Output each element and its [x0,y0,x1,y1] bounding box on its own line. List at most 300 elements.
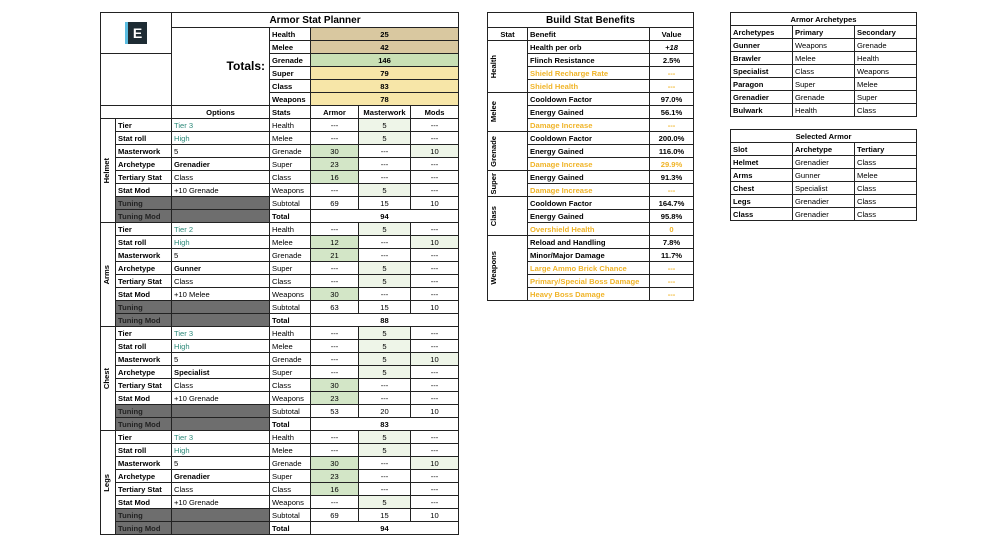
mods-value: --- [411,132,459,145]
archetype-stat: Melee [793,52,855,65]
subtotal-value: 15 [359,301,411,314]
mods-value: --- [411,496,459,509]
masterwork-value: --- [359,249,411,262]
armor-value: 16 [311,171,359,184]
armor-row [101,301,459,314]
total-label: Total [270,314,311,327]
row-label: Stat Mod [116,496,172,509]
row-label: Stat Mod [116,392,172,405]
row-label: Archetype [116,366,172,379]
option-tier[interactable]: Tier 3 [172,327,270,340]
option-masterwork[interactable]: 5 [172,145,270,158]
benefit-name: Primary/Special Boss Damage [528,275,650,288]
stat-name: Melee [270,236,311,249]
benefits-header-value: Value [650,28,694,41]
armor-value: --- [311,275,359,288]
tuning-mod-option[interactable] [172,418,270,431]
selected-value: Gunner [793,169,855,182]
armor-row [101,132,459,145]
benefit-value: --- [650,275,694,288]
armor-row [101,327,459,340]
benefit-name: Minor/Major Damage [528,249,650,262]
piece-total-value: 88 [311,314,459,327]
totals-stat-label: Melee [270,41,311,54]
armor-value: --- [311,327,359,340]
benefit-stat-name: Melee [489,101,498,123]
option-archetype[interactable]: Grenadier [172,158,270,171]
selected-value: Grenadier [793,208,855,221]
benefit-name: Damage Increase [528,184,650,197]
benefit-value: --- [650,80,694,93]
armor-row [101,431,459,444]
mods-value: --- [411,275,459,288]
row-label: Tuning Mod [116,418,172,431]
selected-slot: Arms [731,169,793,182]
mods-value: --- [411,288,459,301]
row-label: Tier [116,327,172,340]
armor-value: --- [311,119,359,132]
option-roll[interactable]: High [172,340,270,353]
armor-value: 23 [311,470,359,483]
armor-row [101,379,459,392]
armor-row [101,249,459,262]
row-label: Tier [116,119,172,132]
option-tertiary[interactable]: Class [172,483,270,496]
armor-value: 23 [311,392,359,405]
armor-piece-name: Arms [102,264,111,285]
totals-stat-value: 78 [311,93,459,106]
row-label: Tertiary Stat [116,379,172,392]
selected-slot: Legs [731,195,793,208]
piece-total-value: 94 [311,522,459,535]
tuning-option[interactable] [172,405,270,418]
masterwork-value: 5 [359,444,411,457]
armor-value: --- [311,132,359,145]
mods-value: 10 [411,353,459,366]
selected-header: Tertiary [855,143,917,156]
stat-name: Super [270,470,311,483]
row-label: Stat roll [116,444,172,457]
armor-piece-label [101,327,116,431]
masterwork-value: --- [359,158,411,171]
row-label: Tuning [116,405,172,418]
armor-row [101,262,459,275]
row-label: Archetype [116,262,172,275]
subtotal-value: 15 [359,197,411,210]
row-label: Tuning Mod [116,522,172,535]
tuning-option[interactable] [172,301,270,314]
stat-name: Class [270,379,311,392]
masterwork-value: 5 [359,327,411,340]
armor-row [101,509,459,522]
armor-value: --- [311,353,359,366]
benefit-value: --- [650,184,694,197]
armor-row [101,197,459,210]
benefit-value: --- [650,288,694,301]
mods-value: --- [411,444,459,457]
tuning-option[interactable] [172,197,270,210]
masterwork-value: 5 [359,223,411,236]
selected-header: Slot [731,143,793,156]
masterwork-value: --- [359,392,411,405]
archetype-name: Bulwark [731,104,793,117]
totals-stat-value: 83 [311,80,459,93]
totals-stat-value: 25 [311,28,459,41]
subtotal-label: Subtotal [270,197,311,210]
archetype-stat: Super [855,91,917,104]
masterwork-value: --- [359,171,411,184]
mods-value: --- [411,171,459,184]
benefits-header-stat: Stat [488,28,528,41]
header-masterwork: Masterwork [359,106,411,119]
subtotal-value: 15 [359,509,411,522]
mods-value: --- [411,249,459,262]
benefit-stat-group [488,41,528,93]
armor-row [101,392,459,405]
option-roll[interactable]: High [172,444,270,457]
armor-value: --- [311,444,359,457]
armor-row [101,275,459,288]
stat-name: Class [270,275,311,288]
selected-header: Archetype [793,143,855,156]
totals-stat-label: Grenade [270,54,311,67]
armor-value: --- [311,340,359,353]
benefits-title: Build Stat Benefits [488,13,694,28]
benefit-value: --- [650,262,694,275]
mods-value: --- [411,379,459,392]
header-stats: Stats [270,106,311,119]
subtotal-value: 20 [359,405,411,418]
masterwork-value: 5 [359,132,411,145]
archetype-stat: Grenade [855,39,917,52]
masterwork-value: 5 [359,119,411,132]
stat-name: Melee [270,340,311,353]
archetype-name: Paragon [731,78,793,91]
totals-stat-label: Super [270,67,311,80]
tuning-mod-option[interactable] [172,314,270,327]
option-tier[interactable]: Tier 3 [172,431,270,444]
row-label: Stat roll [116,236,172,249]
armor-piece-label [101,431,116,535]
armor-value: --- [311,431,359,444]
selected-value: Grenadier [793,156,855,169]
row-label: Tertiary Stat [116,171,172,184]
archetype-name: Gunner [731,39,793,52]
masterwork-value: 5 [359,496,411,509]
benefit-stat-name: Health [489,54,498,79]
armor-row [101,418,459,431]
total-label: Total [270,522,311,535]
armor-row [101,314,459,327]
tuning-mod-option[interactable] [172,210,270,223]
subtotal-value: 69 [311,197,359,210]
mods-value: 10 [411,145,459,158]
stat-name: Weapons [270,392,311,405]
subtotal-value: 69 [311,509,359,522]
row-label: Stat roll [116,340,172,353]
row-label: Tier [116,431,172,444]
stat-name: Melee [270,444,311,457]
selected-value: Class [855,182,917,195]
stat-name: Grenade [270,145,311,158]
option-tertiary[interactable]: Class [172,379,270,392]
armor-archetypes [730,12,917,117]
armor-value: --- [311,496,359,509]
stat-name: Weapons [270,184,311,197]
archetype-name: Grenadier [731,91,793,104]
row-label: Tuning [116,301,172,314]
option-tier[interactable]: Tier 3 [172,119,270,132]
benefit-stat-name: Grenade [489,135,498,167]
armor-piece-name: Legs [102,473,111,492]
selected-value: Specialist [793,182,855,195]
option-mod[interactable]: +10 Grenade [172,392,270,405]
archetype-stat: Health [793,104,855,117]
armor-row [101,210,459,223]
benefit-name: Shield Health [528,80,650,93]
benefit-name: Large Ammo Brick Chance [528,262,650,275]
row-label: Archetype [116,470,172,483]
benefit-value: --- [650,119,694,132]
mods-value: --- [411,223,459,236]
armor-row [101,457,459,470]
selected-value: Class [855,208,917,221]
armor-value: --- [311,184,359,197]
selected-slot: Helmet [731,156,793,169]
archetype-name: Specialist [731,65,793,78]
piece-total-value: 83 [311,418,459,431]
armor-row [101,470,459,483]
stat-name: Weapons [270,288,311,301]
armor-value: --- [311,366,359,379]
stat-name: Class [270,483,311,496]
armor-piece-name: Chest [102,367,111,390]
option-roll[interactable]: High [172,132,270,145]
archetype-name: Brawler [731,52,793,65]
logo-icon: E [125,22,147,44]
armor-row [101,158,459,171]
benefit-stat-group [488,93,528,132]
benefit-stat-name: Weapons [489,251,498,285]
stat-name: Super [270,158,311,171]
option-tertiary[interactable]: Class [172,171,270,184]
row-label: Stat Mod [116,184,172,197]
option-masterwork[interactable]: 5 [172,249,270,262]
option-masterwork[interactable]: 5 [172,353,270,366]
benefit-value: 95.8% [650,210,694,223]
armor-row [101,171,459,184]
option-tertiary[interactable]: Class [172,275,270,288]
stat-name: Health [270,431,311,444]
benefit-name: Energy Gained [528,106,650,119]
subtotal-label: Subtotal [270,405,311,418]
totals-stat-label: Weapons [270,93,311,106]
row-label: Masterwork [116,249,172,262]
masterwork-value: --- [359,145,411,158]
armor-value: --- [311,223,359,236]
stat-name: Grenade [270,353,311,366]
option-archetype[interactable]: Grenadier [172,470,270,483]
benefit-name: Energy Gained [528,210,650,223]
subtotal-label: Subtotal [270,509,311,522]
mods-value: --- [411,158,459,171]
selected-slot: Chest [731,182,793,195]
option-mod[interactable]: +10 Grenade [172,496,270,509]
armor-stat-planner [100,12,459,535]
stat-name: Weapons [270,496,311,509]
archetypes-header: Archetypes [731,26,793,39]
stat-name: Health [270,327,311,340]
armor-piece-label [101,119,116,223]
benefit-stat-group [488,197,528,236]
option-mod[interactable]: +10 Melee [172,288,270,301]
benefits-header-benefit: Benefit [528,28,650,41]
row-label: Tuning Mod [116,314,172,327]
armor-value: --- [311,262,359,275]
benefit-value: 97.0% [650,93,694,106]
build-stat-benefits [487,12,694,301]
row-label: Tertiary Stat [116,275,172,288]
selected-value: Grenadier [793,195,855,208]
subtotal-value: 10 [411,301,459,314]
armor-value: 21 [311,249,359,262]
planner-title: Armor Stat Planner [172,13,459,28]
armor-row [101,353,459,366]
masterwork-value: 5 [359,262,411,275]
benefit-value: 7.8% [650,236,694,249]
benefit-name: Damage Increase [528,119,650,132]
masterwork-value: 5 [359,366,411,379]
masterwork-value: 5 [359,431,411,444]
masterwork-value: --- [359,483,411,496]
benefit-value: 116.0% [650,145,694,158]
header-mods: Mods [411,106,459,119]
mods-value: --- [411,431,459,444]
archetypes-header: Secondary [855,26,917,39]
armor-row [101,405,459,418]
masterwork-value: --- [359,288,411,301]
stat-name: Super [270,262,311,275]
totals-stat-value: 42 [311,41,459,54]
totals-label: Totals: [172,28,270,106]
option-roll[interactable]: High [172,236,270,249]
benefit-name: Cooldown Factor [528,93,650,106]
option-mod[interactable]: +10 Grenade [172,184,270,197]
mods-value: --- [411,184,459,197]
piece-total-value: 94 [311,210,459,223]
option-masterwork[interactable]: 5 [172,457,270,470]
benefit-value: 91.3% [650,171,694,184]
subtotal-label: Subtotal [270,301,311,314]
archetype-stat: Class [855,104,917,117]
totals-stat-label: Health [270,28,311,41]
total-label: Total [270,418,311,431]
benefit-name: Cooldown Factor [528,132,650,145]
subtotal-value: 10 [411,509,459,522]
armor-row [101,496,459,509]
armor-value: 30 [311,457,359,470]
header-armor: Armor [311,106,359,119]
armor-row [101,522,459,535]
mods-value: --- [411,327,459,340]
masterwork-value: 5 [359,340,411,353]
armor-value: 23 [311,158,359,171]
logo-cell [101,13,172,54]
selected-armor-title: Selected Armor [731,130,917,143]
armor-value: 30 [311,145,359,158]
armor-row [101,444,459,457]
benefit-name: Heavy Boss Damage [528,288,650,301]
mods-value: --- [411,470,459,483]
row-label: Archetype [116,158,172,171]
totals-stat-value: 79 [311,67,459,80]
option-archetype[interactable]: Gunner [172,262,270,275]
selected-value: Melee [855,169,917,182]
selected-value: Class [855,156,917,169]
option-tier[interactable]: Tier 2 [172,223,270,236]
subtotal-value: 10 [411,405,459,418]
selected-value: Class [855,195,917,208]
benefit-stat-name: Class [489,205,498,227]
armor-row [101,340,459,353]
armor-row [101,366,459,379]
masterwork-value: 5 [359,184,411,197]
stat-name: Health [270,223,311,236]
benefit-value: +18 [650,41,694,54]
option-archetype[interactable]: Specialist [172,366,270,379]
archetype-stat: Health [855,52,917,65]
stat-name: Grenade [270,249,311,262]
selected-slot: Class [731,208,793,221]
benefit-name: Reload and Handling [528,236,650,249]
benefit-name: Cooldown Factor [528,197,650,210]
benefit-value: 0 [650,223,694,236]
benefit-value: 56.1% [650,106,694,119]
benefit-name: Damage Increase [528,158,650,171]
row-label: Masterwork [116,457,172,470]
armor-row [101,223,459,236]
armor-row [101,288,459,301]
blank-block [101,54,172,106]
masterwork-value: --- [359,379,411,392]
archetype-stat: Weapons [793,39,855,52]
benefit-stat-group [488,171,528,197]
row-label: Stat Mod [116,288,172,301]
mods-value: 10 [411,236,459,249]
benefit-name: Energy Gained [528,145,650,158]
subtotal-value: 10 [411,197,459,210]
total-label: Total [270,210,311,223]
armor-value: 16 [311,483,359,496]
tuning-option[interactable] [172,509,270,522]
archetypes-title: Armor Archetypes [731,13,917,26]
mods-value: --- [411,340,459,353]
armor-row [101,119,459,132]
mods-value: --- [411,483,459,496]
archetype-stat: Super [793,78,855,91]
row-label: Masterwork [116,353,172,366]
stat-name: Melee [270,132,311,145]
totals-stat-label: Class [270,80,311,93]
stat-name: Health [270,119,311,132]
benefit-name: Overshield Health [528,223,650,236]
row-label: Tertiary Stat [116,483,172,496]
totals-stat-value: 146 [311,54,459,67]
mods-value: --- [411,119,459,132]
tuning-mod-option[interactable] [172,522,270,535]
armor-piece-label [101,223,116,327]
benefit-stat-name: Super [489,172,498,195]
